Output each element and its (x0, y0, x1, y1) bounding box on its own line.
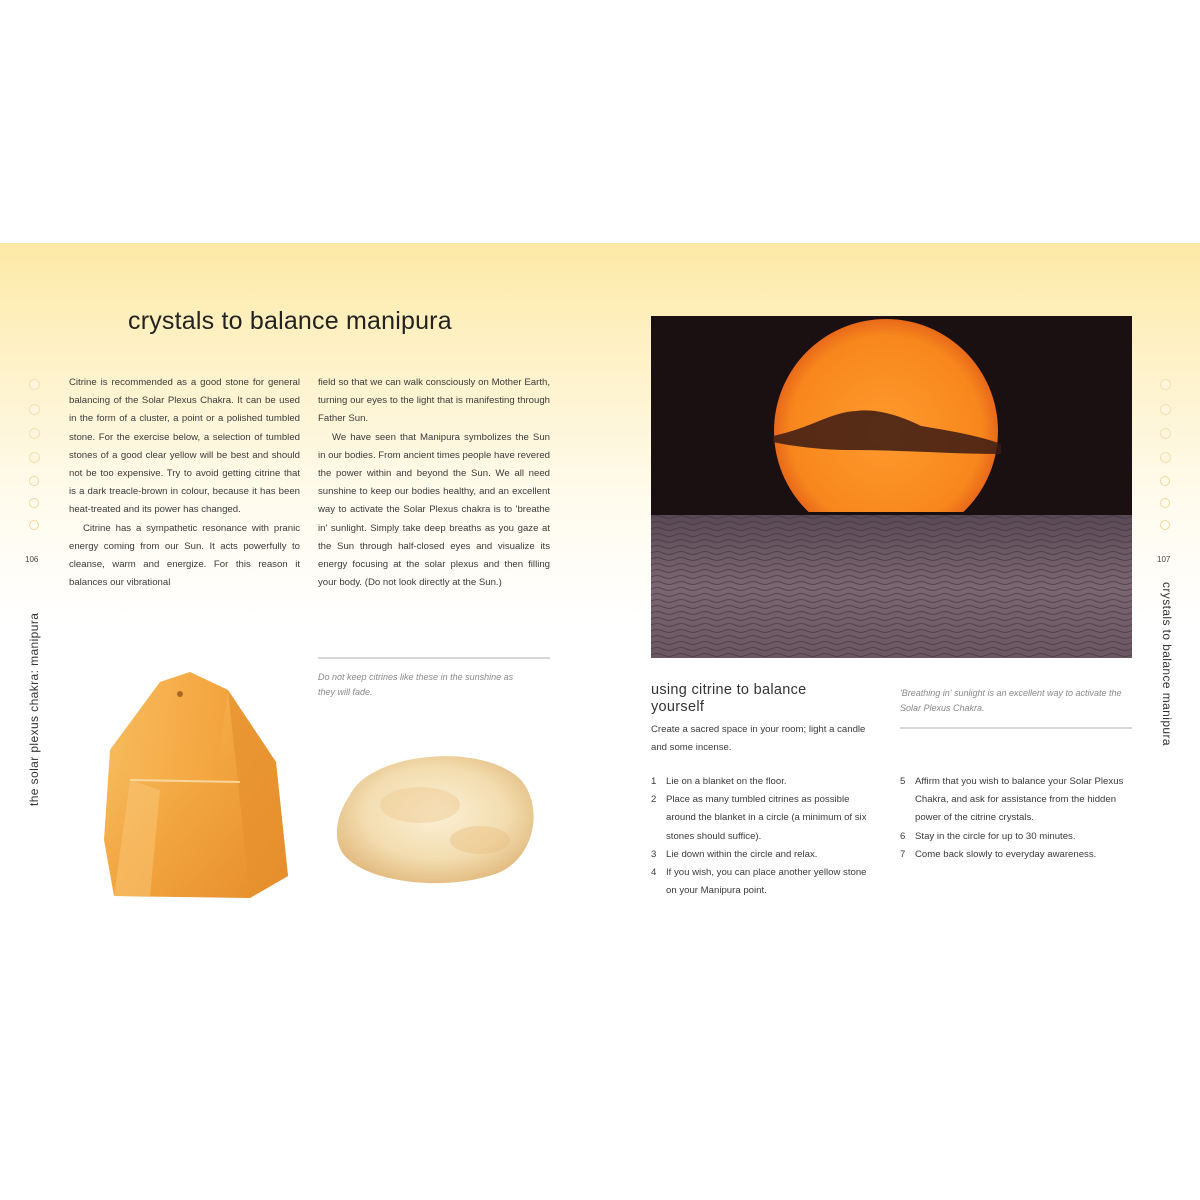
steps-list-right (900, 773, 1132, 864)
chakra-dot (29, 520, 39, 530)
step-text: Come back slowly to everyday awareness. (915, 848, 1097, 860)
chakra-dot (30, 380, 39, 389)
chakra-dot (30, 453, 39, 462)
step-item (900, 828, 1132, 846)
citrine-point-image (100, 670, 292, 902)
step-number: 6 (900, 830, 906, 842)
step-item (651, 846, 879, 864)
step-text: Place as many tumbled citrines as possible around the blanket in a circle (a minimum of six stones should suffice). (666, 794, 867, 842)
step-number: 3 (651, 848, 657, 860)
step-item (651, 773, 879, 791)
page-title: crystals to balance manipura (128, 307, 452, 335)
chakra-dot (29, 498, 39, 508)
step-item (651, 864, 879, 900)
step-text: Affirm that you wish to balance your Solar Plexus Chakra, and ask for assistance from the hidden power of the citrine crystals. (915, 776, 1124, 824)
step-number: 5 (900, 776, 906, 787)
step-number: 2 (651, 794, 657, 806)
caption-rule (318, 657, 550, 659)
paragraph: field so that we can walk consciously on Mother Earth, turning our eyes to the light that is manifesting through Father Sun. (318, 377, 550, 425)
chakra-dot (1161, 405, 1170, 414)
sunset-photo (651, 316, 1132, 658)
chakra-dot (30, 405, 39, 414)
step-item (651, 791, 879, 846)
chakra-dot-active (1160, 476, 1170, 486)
chakra-dot (1160, 520, 1170, 530)
page-number-left: 106 (25, 555, 39, 564)
sunset-image (651, 316, 1132, 658)
paragraph: Citrine has a sympathetic resonance with pranic energy coming from our Sun. It acts powerfully to cleanse, warm and energize. For this reason it balances our vibrational (69, 522, 300, 589)
photo-caption: 'Breathing in' sunlight is an excellent way to activate the Solar Plexus Chakra. (900, 688, 1122, 713)
step-text: Lie on a blanket on the floor. (666, 776, 787, 787)
page-number-right: 107 (1157, 555, 1171, 564)
paragraph: We have seen that Manipura symbolizes the Sun in our bodies. From ancient times people have revered the power within and beyond the Sun. We all need sunshine to keep our bodies healthy, and an excellent way to activate the Solar Plexus chakra is to 'breathe in' sunlight. Simply take deep breaths as you gaze at the Sun through half-closed eyes and visualize its energy focusing at the solar plexus and then filling your body. (Do not look directly at the Sun.) (318, 431, 550, 589)
body-column-1 (69, 374, 300, 592)
chakra-dot (30, 429, 39, 438)
step-number: 7 (900, 848, 906, 860)
running-head-right: crystals to balance manipura (1160, 582, 1174, 746)
steps-list-left (651, 773, 879, 900)
step-item (900, 773, 1132, 828)
chakra-dot (1161, 429, 1170, 438)
chakra-dot (1161, 453, 1170, 462)
exercise-title: using citrine to balance yourself (651, 682, 807, 715)
step-text: Stay in the circle for up to 30 minutes. (915, 830, 1076, 842)
tumbled-citrine-image (330, 745, 540, 885)
step-number: 4 (651, 867, 657, 879)
step-number: 1 (651, 776, 657, 787)
chakra-dot (1160, 498, 1170, 508)
step-item (900, 846, 1132, 864)
body-column-2 (318, 374, 550, 592)
running-head-left: the solar plexus chakra: manipura (27, 612, 41, 806)
chakra-dot-active (29, 476, 39, 486)
step-text: Lie down within the circle and relax. (666, 848, 818, 860)
crystal-caption: Do not keep citrines like these in the sunshine as they will fade. (318, 672, 514, 697)
chakra-dot (1161, 380, 1170, 389)
exercise-intro: Create a sacred space in your room; light a candle and some incense. (651, 724, 866, 754)
paragraph: Citrine is recommended as a good stone for general balancing of the Solar Plexus Chakra. It can be used in the form of a cluster, a point or a polished tumbled stone. For the exercise below, a selection of tumbled stones of a good clear yellow will be best and should not be too expensive. Try to avoid getting citrine that is a dark treacle-brown in colour, because it has been heat-treated and its power has changed. (69, 377, 300, 516)
step-text: If you wish, you can place another yellow stone on your Manipura point. (666, 867, 867, 897)
caption-rule (900, 727, 1132, 729)
